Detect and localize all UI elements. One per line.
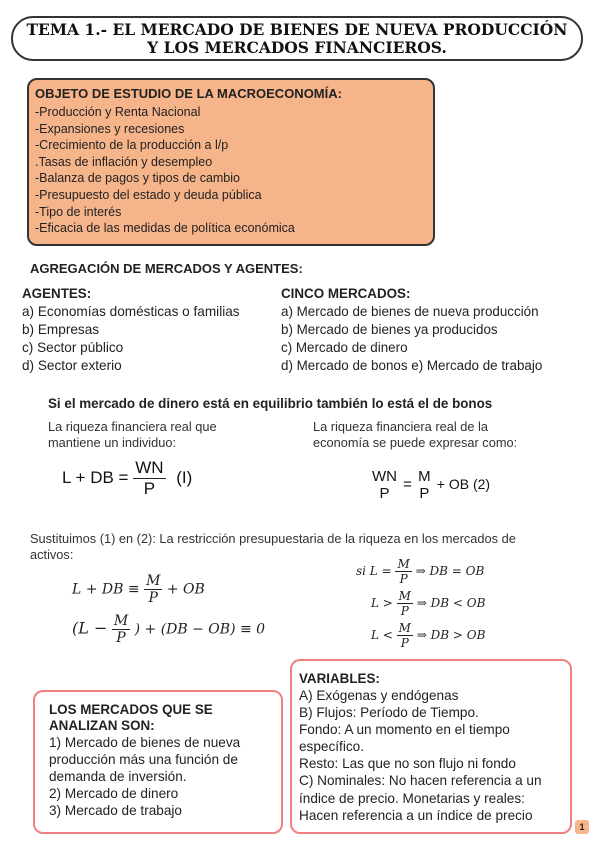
- text-line: economía se puede expresar como:: [313, 434, 518, 450]
- fraction: [397, 589, 413, 618]
- fraction: [144, 573, 162, 606]
- variables-item: Fondo: A un momento en el tiempo: [299, 722, 510, 738]
- objeto-item: -Tipo de interés: [35, 204, 122, 219]
- formula-text: + OB (2): [436, 475, 491, 492]
- variables-heading: VARIABLES:: [299, 671, 380, 686]
- numerator: M: [397, 557, 410, 571]
- mercados-analizan-item: 3) Mercado de trabajo: [49, 803, 182, 818]
- variables-item: Resto: Las que no son flujo ni fondo: [299, 756, 516, 772]
- fraction: [397, 621, 413, 650]
- riqueza-individuo-text: [48, 419, 288, 450]
- agentes-item: a) Economías domésticas o familias: [22, 304, 240, 319]
- objeto-item: .Tasas de inflación y desempleo: [35, 154, 213, 169]
- formula-text: ⇒ DB < OB: [416, 596, 486, 610]
- numerator: M: [398, 589, 411, 603]
- mercados-item: c) Mercado de dinero: [281, 340, 408, 355]
- denominator: P: [143, 479, 156, 498]
- fraction: [416, 468, 433, 502]
- denominator: P: [399, 572, 408, 586]
- mercados-analizan-heading: LOS MERCADOS QUE SE: [49, 702, 213, 717]
- mercados-analizan-item: producción más una función de: [49, 752, 238, 767]
- denominator: P: [419, 485, 430, 502]
- objeto-item: -Producción y Renta Nacional: [35, 105, 201, 119]
- denominator: P: [400, 604, 409, 618]
- numerator: M: [418, 468, 431, 485]
- agregacion-heading: AGREGACIÓN DE MERCADOS Y AGENTES:: [30, 261, 303, 276]
- text-line: mantiene un individuo:: [48, 434, 177, 450]
- agentes-heading: AGENTES:: [22, 286, 92, 301]
- formula-text: si L =: [356, 564, 392, 578]
- fraction: [133, 458, 165, 499]
- objeto-item: -Crecimiento de la producción a l/p: [35, 138, 229, 153]
- objeto-item: -Presupuesto del estado y deuda pública: [35, 187, 262, 202]
- agentes-column: [22, 285, 282, 375]
- formula-text: ⇒ DB = OB: [415, 564, 485, 578]
- objeto-heading: OBJETO DE ESTUDIO DE LA MACROECONOMÍA:: [35, 86, 342, 101]
- formula-text: ) + (DB − OB) ≡ 0: [134, 621, 266, 638]
- fraction: [395, 557, 411, 586]
- mercados-analizan-heading: ANALIZAN SON:: [49, 718, 155, 733]
- text-line: La riqueza financiera real de la: [313, 419, 489, 434]
- condition-greater: [371, 589, 485, 618]
- fraction: [370, 468, 399, 502]
- condition-less: [371, 621, 485, 650]
- condition-equal: [356, 557, 484, 586]
- riqueza-economia-text: [313, 419, 563, 450]
- text-line: Sustituimos (1) en (2): La restricción presupuestaria de la riqueza en los mercados de: [30, 531, 516, 546]
- numerator: M: [113, 613, 129, 629]
- variables-item: B) Flujos: Período de Tiempo.: [299, 705, 479, 721]
- objeto-item: -Balanza de pagos y tipos de cambio: [35, 171, 240, 186]
- denominator: P: [400, 636, 409, 650]
- text-line: activos:: [30, 546, 74, 562]
- formula-2: [370, 468, 490, 502]
- numerator: M: [398, 621, 411, 635]
- numerator: M: [146, 573, 161, 589]
- title-line-2: Y LOS MERCADOS FINANCIEROS.: [147, 38, 447, 57]
- variables-item: específico.: [299, 739, 364, 755]
- objeto-estudio-box: [27, 78, 435, 246]
- mercados-column: [281, 285, 591, 375]
- variables-item: Hacen referencia a un índice de precio: [299, 807, 533, 823]
- formula-text: L <: [371, 628, 393, 642]
- objeto-item: -Expansiones y recesiones: [35, 121, 185, 136]
- mercados-item: a) Mercado de bienes de nueva producción: [281, 304, 539, 319]
- agentes-item: b) Empresas: [22, 322, 100, 337]
- fraction: [112, 613, 130, 646]
- variables-box: [290, 659, 572, 834]
- formula-text: L >: [371, 596, 393, 610]
- agentes-item: c) Sector público: [22, 340, 124, 355]
- variables-item: C) Nominales: No hacen referencia a un: [299, 773, 542, 789]
- agentes-item: d) Sector exterio: [22, 358, 122, 373]
- text-line: La riqueza financiera real que: [48, 419, 217, 434]
- formula-text: L + DB =: [62, 467, 129, 487]
- mercados-analizan-item: 1) Mercado de bienes de nueva: [49, 735, 241, 750]
- variables-item: índice de precio. Monetarias y reales:: [299, 790, 525, 806]
- denominator: P: [379, 485, 390, 502]
- title-line-1: TEMA 1.- EL MERCADO DE BIENES DE NUEVA PRODUCCIÓN: [26, 20, 568, 39]
- mercados-analizan-box: [33, 690, 283, 834]
- restriccion-equation-1: [72, 573, 205, 606]
- mercados-item: d) Mercado de bonos e) Mercado de trabajo: [281, 358, 543, 373]
- formula-1: [62, 458, 192, 499]
- variables-item: A) Exógenas y endógenas: [299, 688, 459, 703]
- sustitucion-text: [30, 531, 590, 562]
- mercados-analizan-item: demanda de inversión.: [49, 769, 187, 784]
- formula-text: + OB: [166, 581, 205, 598]
- formula-tag: (I): [176, 467, 193, 487]
- denominator: P: [148, 590, 158, 606]
- mercados-item: b) Mercado de bienes ya producidos: [281, 322, 498, 337]
- denominator: P: [116, 630, 126, 646]
- mercados-analizan-item: 2) Mercado de dinero: [49, 786, 179, 801]
- restriccion-equation-2: [72, 613, 265, 646]
- objeto-item: -Eficacia de las medidas de política económica: [35, 221, 295, 236]
- equals-sign: =: [403, 475, 412, 493]
- formula-text: L + DB ≡: [72, 581, 140, 598]
- bonos-heading: Si el mercado de dinero está en equilibrio también lo está el de bonos: [48, 396, 493, 411]
- numerator: WN: [135, 458, 164, 477]
- mercados-heading: CINCO MERCADOS:: [281, 286, 411, 301]
- page-title: [11, 16, 583, 61]
- formula-text: ⇒ DB > OB: [416, 628, 486, 642]
- numerator: WN: [372, 468, 397, 485]
- formula-text: (L −: [72, 618, 108, 638]
- page-number: 1: [575, 820, 589, 834]
